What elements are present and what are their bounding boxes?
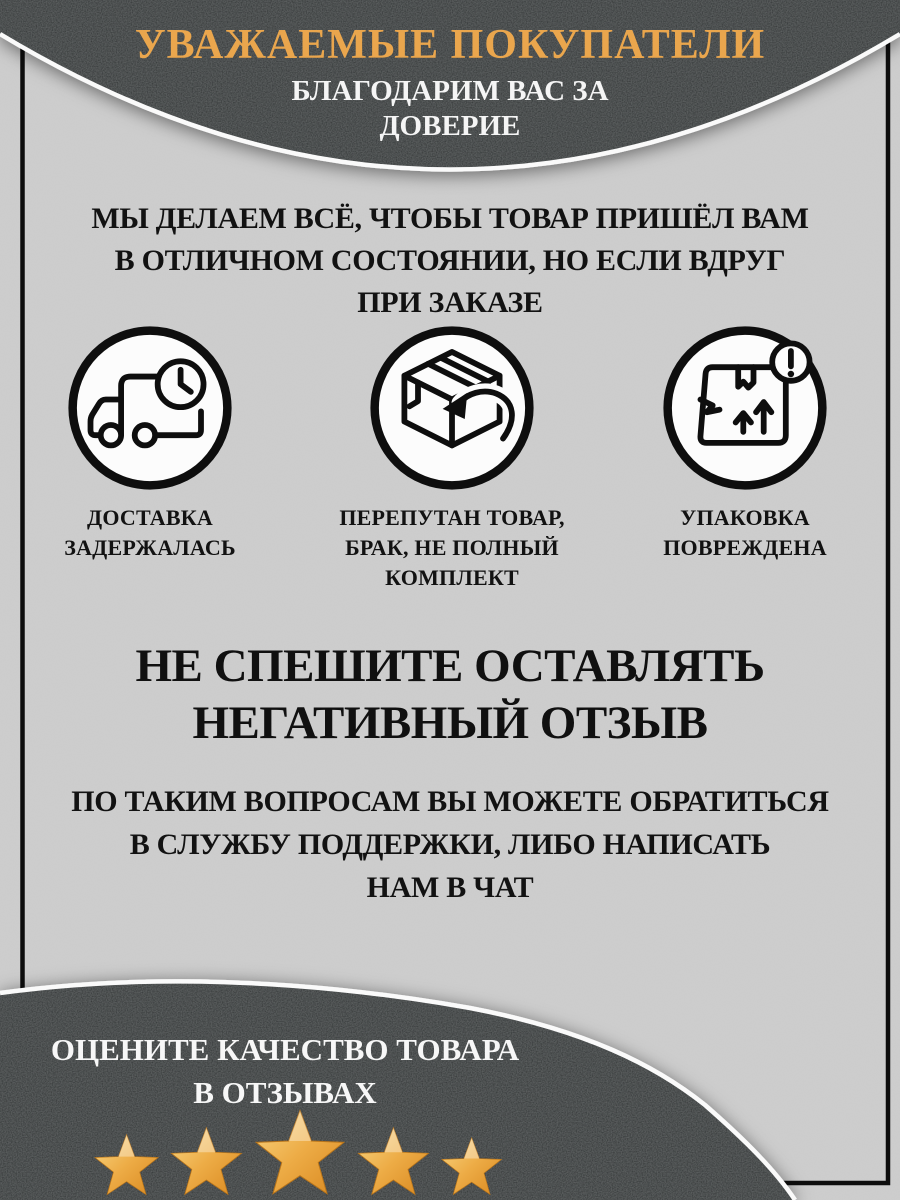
footer-title: ОЦЕНИТЕ КАЧЕСТВО ТОВАРА В ОТЗЫВАХ — [50, 1032, 520, 1110]
header-subtitle: БЛАГОДАРИМ ВАС ЗА ДОВЕРИЕ — [291, 75, 609, 142]
issue-label: ДОСТАВКА ЗАДЕРЖАЛАСЬ — [64, 505, 236, 560]
header — [0, 22, 900, 144]
support-paragraph: ПО ТАКИМ ВОПРОСАМ ВЫ МОЖЕТЕ ОБРАТИТЬСЯ В СЛУЖБУ ПОДДЕРЖКИ, ЛИБО НАПИСАТЬ НАМ В ЧАТ — [71, 785, 829, 904]
intro-paragraph: МЫ ДЕЛАЕМ ВСЁ, ЧТОБЫ ТОВАР ПРИШЁЛ ВАМ В ОТЛИЧНОМ СОСТОЯНИИ, НО ЕСЛИ ВДРУГ ПРИ ЗАКАЗЕ — [91, 202, 809, 319]
rating-stars — [92, 1108, 504, 1196]
issue-label: ПЕРЕПУТАН ТОВАР, БРАК, НЕ ПОЛНЫЙ КОМПЛЕКТ — [339, 505, 565, 590]
issue-delivery-delayed — [25, 323, 275, 563]
star-icon — [355, 1126, 432, 1196]
box-return-icon — [367, 323, 537, 493]
star-icon — [252, 1108, 348, 1196]
star-icon — [439, 1136, 504, 1196]
headline: НЕ СПЕШИТЕ ОСТАВЛЯТЬ НЕГАТИВНЫЙ ОТЗЫВ — [135, 640, 765, 749]
issue-damaged-packaging — [618, 323, 872, 563]
page-title: УВАЖАЕМЫЕ ПОКУПАТЕЛИ — [134, 22, 766, 68]
delivery-truck-clock-icon — [65, 323, 235, 493]
star-icon — [168, 1126, 245, 1196]
issue-wrong-item — [315, 323, 589, 593]
star-icon — [92, 1133, 161, 1196]
issue-label: УПАКОВКА ПОВРЕЖДЕНА — [663, 505, 827, 560]
damaged-package-icon — [660, 323, 830, 493]
